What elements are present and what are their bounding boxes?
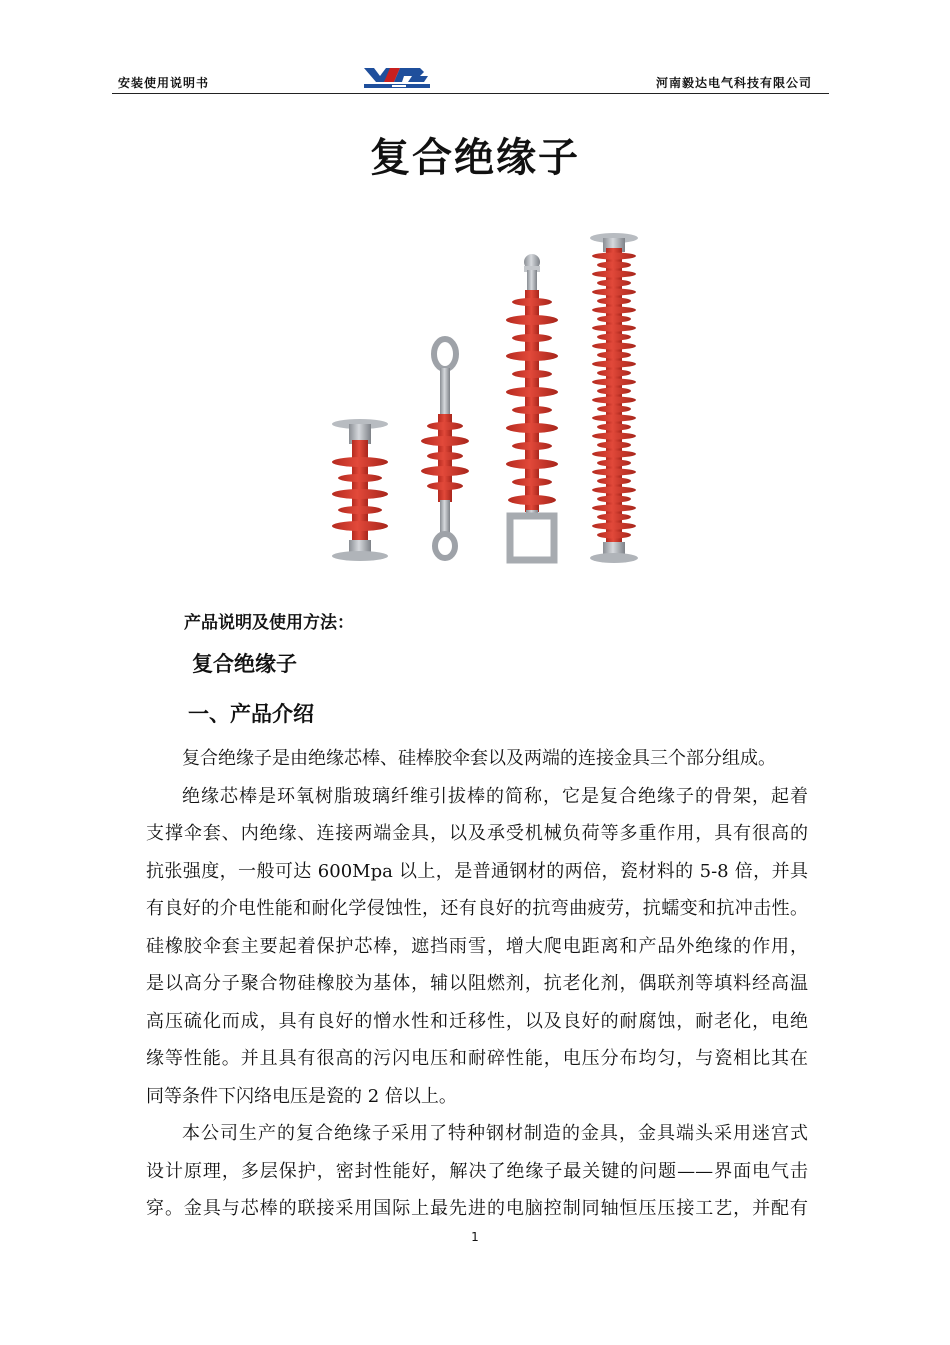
insulator-shed: [592, 307, 636, 314]
paragraph-line: 是以高分子聚合物硅橡胶为基体，辅以阻燃剂，抗老化剂，偶联剂等填料经高温: [146, 973, 808, 994]
insulator-shed: [592, 325, 636, 332]
insulator-shed: [597, 298, 631, 305]
insulator-shed: [592, 361, 636, 368]
insulator-shed: [597, 478, 631, 485]
insulator-product-photo: [320, 228, 650, 573]
company-logo: [362, 66, 432, 90]
paragraph-line: 硅橡胶伞套主要起着保护芯棒，遮挡雨雪，增大爬电距离和产品外绝缘的作用，: [146, 935, 808, 957]
insulator-shed: [592, 487, 636, 494]
page-number: 1: [471, 1230, 479, 1244]
insulator-shed: [597, 532, 631, 539]
insulator-shed: [592, 415, 636, 422]
insulator-shed: [597, 280, 631, 287]
paragraph: [146, 778, 808, 1116]
insulator-shed: [597, 406, 631, 413]
insulator-shed: [592, 379, 636, 386]
paragraph-line: 穿。金具与芯棒的联接采用国际上最先进的电脑控制同轴恒压压接工艺，并配有: [146, 1198, 808, 1219]
body-text: [146, 740, 808, 1228]
section-title: 复合绝缘子: [192, 652, 297, 676]
paragraph-line: 本公司生产的复合绝缘子采用了特种钢材制造的金具，金具端头采用迷宫式: [182, 1123, 808, 1144]
insulator-eye-end: [421, 339, 469, 558]
insulator-shed: [592, 397, 636, 404]
header-company-name: 河南毅达电气科技有限公司: [655, 76, 812, 90]
insulator-shed: [597, 370, 631, 377]
insulator-shed: [592, 343, 636, 350]
insulator-shed: [592, 271, 636, 278]
insulator-shed: [592, 253, 636, 260]
insulator-tall-flanged: [590, 233, 638, 563]
paragraph-line: 绝缘芯棒是环氧树脂玻璃纤维引拔棒的简称，它是复合绝缘子的骨架，起着: [182, 785, 808, 807]
insulator-short-flanged: [332, 419, 388, 561]
insulator-shed: [597, 514, 631, 521]
insulator-shed: [597, 496, 631, 503]
insulator-shed: [597, 388, 631, 395]
insulator-shed: [597, 334, 631, 341]
insulator-shed: [597, 460, 631, 467]
page-title: 复合绝缘子: [370, 134, 580, 181]
paragraph-line: 高压硫化而成，具有良好的憎水性和迁移性，以及良好的耐腐蚀，耐老化，电绝: [146, 1010, 808, 1032]
paragraph-line: 同等条件下闪络电压是瓷的 2 倍以上。: [146, 1085, 457, 1107]
insulator-shed: [592, 505, 636, 512]
paragraph-line: 有良好的介电性能和耐化学侵蚀性，还有良好的抗弯曲疲劳，抗蠕变和抗冲击性。: [146, 898, 808, 919]
insulator-shed: [592, 469, 636, 476]
insulator-shed: [592, 289, 636, 296]
insulator-shed: [597, 424, 631, 431]
paragraph-line: 抗张强度，一般可达 600Mpa 以上，是普通钢材的两倍，瓷材料的 5-8 倍，并具: [146, 860, 808, 882]
paragraph: [146, 1115, 808, 1228]
instructions-subheading: 产品说明及使用方法：: [184, 613, 354, 633]
paragraph-line: 支撑伞套、内绝缘、连接两端金具，以及承受机械负荷等多重作用，具有很高的: [146, 823, 808, 844]
header-document-type: 安装使用说明书: [118, 76, 210, 90]
insulator-shed: [597, 262, 631, 269]
insulator-shed: [597, 352, 631, 359]
paragraph: [146, 740, 808, 778]
header-divider: [112, 93, 829, 94]
insulator-shed: [592, 523, 636, 530]
insulator-shed: [597, 316, 631, 323]
insulator-shed: [592, 451, 636, 458]
paragraph-line: 复合绝缘子是由绝缘芯棒、硅棒胶伞套以及两端的连接金具三个部分组成。: [182, 748, 776, 769]
insulator-shed: [592, 433, 636, 440]
section-heading-intro: 一、产品介绍: [188, 702, 314, 726]
insulator-clevis-bracket: [506, 254, 558, 560]
paragraph-line: 缘等性能。并且具有很高的污闪电压和耐碎性能，电压分布均匀，与瓷相比其在: [146, 1048, 808, 1069]
insulator-shed: [597, 442, 631, 449]
paragraph-line: 设计原理，多层保护，密封性能好，解决了绝缘子最关键的问题——界面电气击: [146, 1160, 808, 1182]
